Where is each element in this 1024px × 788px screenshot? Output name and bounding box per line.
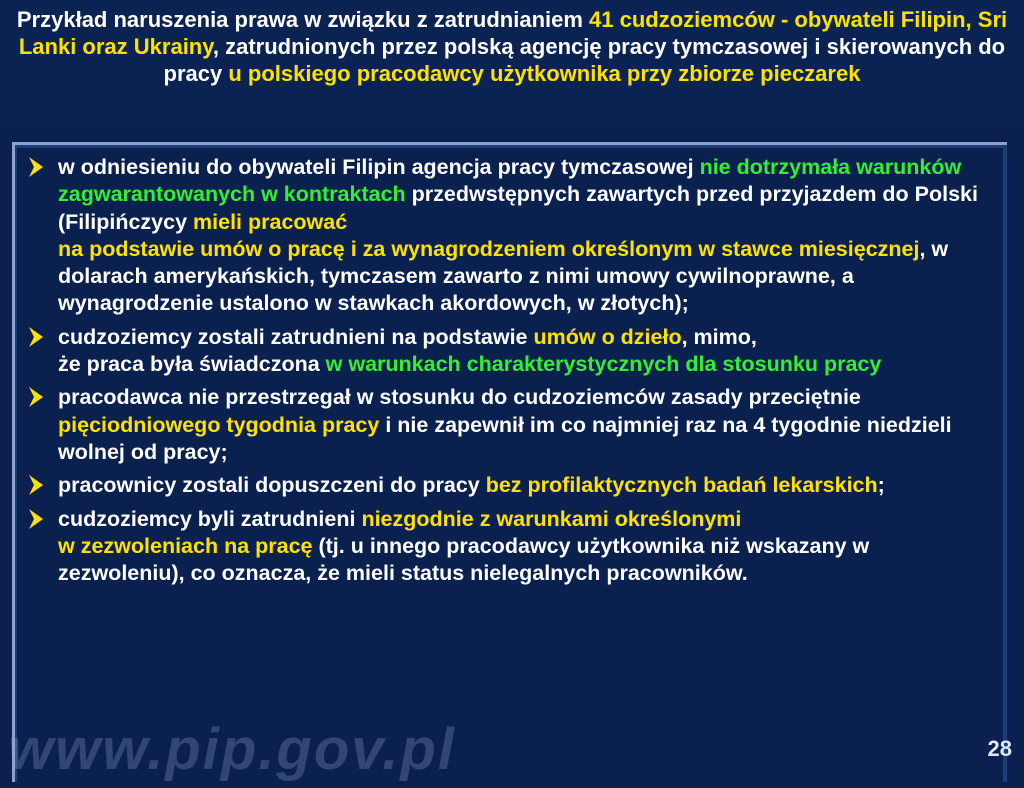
- bullet-1-highlight-b: nie dotrzymała warunków zagwarantowanych w kontraktach: [58, 155, 962, 207]
- bullet-item-2: [25, 324, 995, 379]
- bullet-item-1: [25, 154, 995, 318]
- arrow-bullet-icon: [27, 325, 45, 349]
- bullet-1-text-a: w odniesieniu do obywateli Filipin agencja pracy tymczasowej: [58, 155, 700, 179]
- bullet-2-text-d: że praca była świadczona: [58, 352, 326, 377]
- bullet-3-text-c: i nie zapewnił im co najmniej raz na 4 tygodnie niedzieli wolnej od pracy;: [58, 412, 952, 464]
- title-part-2: , zatrudnionych przez polską agencję pracy tymczasowej i skierowanych do pracy: [163, 34, 1006, 86]
- bullet-5-highlight-c: w zezwoleniach na pracę: [58, 533, 313, 558]
- page-number: 28: [987, 736, 1012, 761]
- bullet-1-text-f: , w dolarach amerykańskich, tymczasem zawarto z nimi umowy cywilnoprawne, a wynagrodzenie ustalono w stawkach akordowych, w złotych);: [58, 236, 949, 316]
- bullet-2-highlight-b: umów o dzieło: [533, 324, 682, 349]
- arrow-bullet-icon: [27, 385, 45, 409]
- bullet-3-text-a: pracodawca nie przestrzegał w stosunku do cudzoziemców zasady przeciętnie: [58, 385, 861, 410]
- arrow-bullet-icon: [27, 507, 45, 531]
- bullet-5-text-d: (tj. u innego pracodawcy użytkownika niż wskazany w zezwoleniu), co oznacza, że mieli status nielegalnych pracowników.: [58, 533, 870, 586]
- bullet-3-highlight-b: pięciodniowego tygodnia pracy: [58, 412, 380, 437]
- bullet-5-text-a: cudzoziemcy byli zatrudnieni: [58, 506, 362, 531]
- bullet-2-highlight-e: w warunkach charakterystycznych dla stosunku pracy: [325, 352, 882, 377]
- arrow-bullet-icon: [27, 155, 45, 179]
- arrow-bullet-icon: [27, 473, 45, 497]
- bullet-item-4: [25, 472, 995, 499]
- bullet-item-5: [25, 506, 995, 588]
- bullet-list: [17, 148, 1003, 587]
- bullet-1-highlight-d: mieli pracować: [193, 209, 348, 234]
- bullet-2-text-c: , mimo,: [681, 324, 757, 349]
- bullet-2-text-a: cudzoziemcy zostali zatrudnieni na podstawie: [58, 324, 534, 349]
- title-highlight-2: u polskiego pracodawcy użytkownika przy zbiorze pieczarek: [228, 61, 861, 86]
- bullet-4-text-a: pracownicy zostali dopuszczeni do pracy: [58, 473, 486, 498]
- title-part-1: Przykład naruszenia prawa w związku z zatrudnianiem: [16, 7, 590, 32]
- bullet-item-3: [25, 384, 995, 466]
- bullet-5-highlight-b: niezgodnie z warunkami określonymi: [361, 506, 742, 531]
- bullet-1-highlight-e: na podstawie umów o pracę i za wynagrodzeniem określonym w stawce miesięcznej: [58, 236, 920, 261]
- bullet-4-highlight-b: bez profilaktycznych badań lekarskich: [485, 473, 878, 498]
- slide-title: [0, 0, 1024, 128]
- bullet-4-text-c: ;: [877, 473, 885, 498]
- title-highlight-1: 41 cudzoziemców - obywateli Filipin, Sri Lanki oraz Ukrainy: [18, 7, 1008, 59]
- content-panel: [17, 148, 1003, 788]
- website-watermark: www.pip.gov.pl: [8, 717, 456, 782]
- bullet-1-text-c: przedwstępnych zawartych przed przyjazdem do Polski (Filipińczycy: [58, 182, 978, 234]
